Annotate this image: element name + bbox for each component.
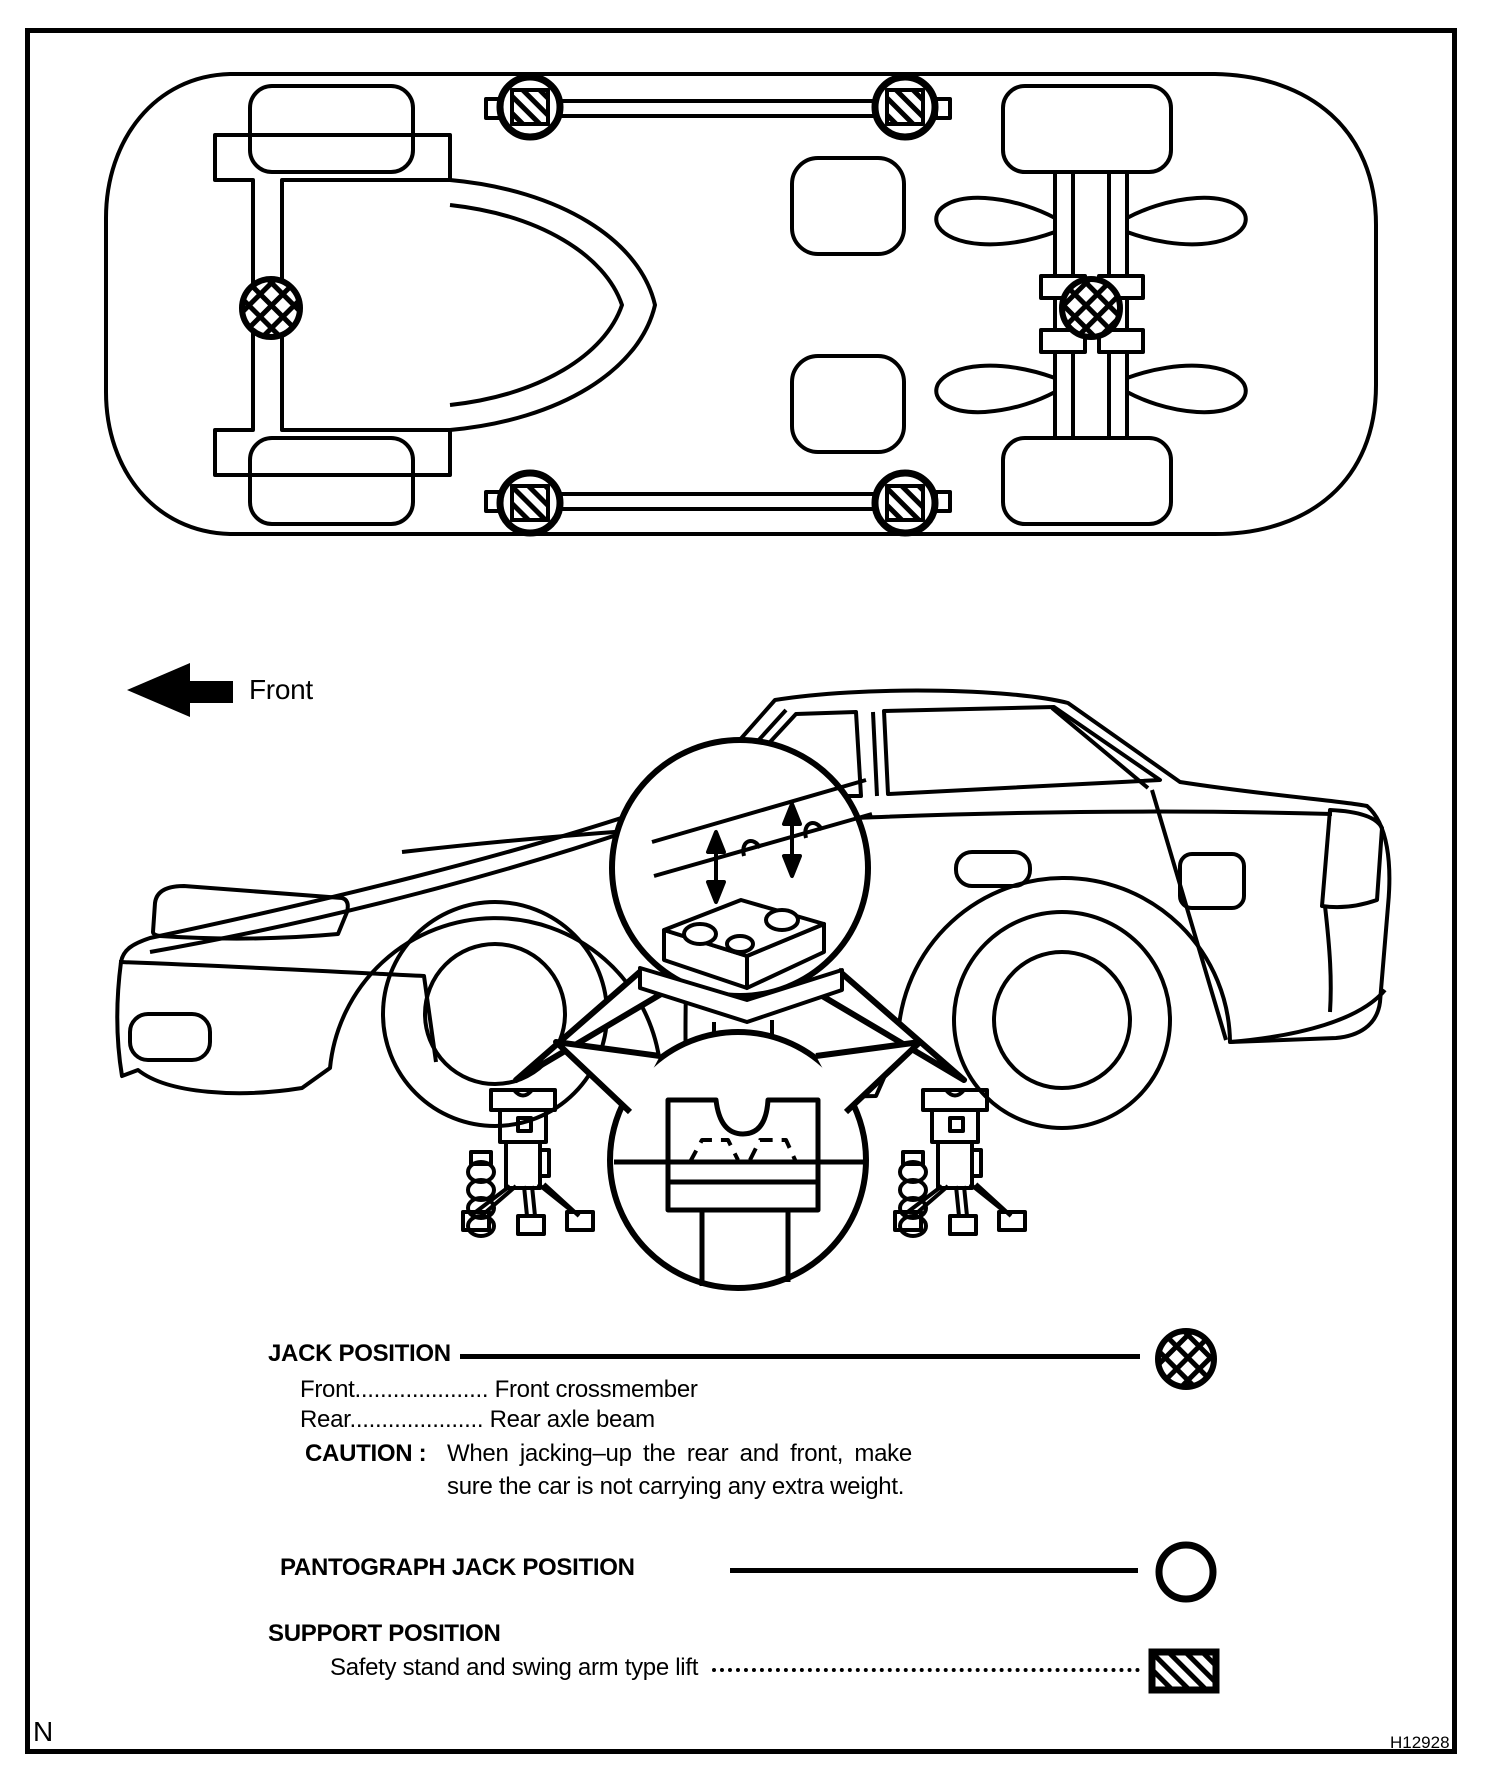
b-pillar-line [873, 712, 877, 796]
front-direction-label: Front [249, 674, 313, 705]
support-position-marker-rear-right [875, 473, 935, 533]
tail-light [1322, 810, 1382, 907]
rear-window [884, 707, 1160, 794]
jack-position-front-line: Front..................... Front crossmember [300, 1376, 698, 1403]
front-tire [383, 902, 607, 1126]
caution-label: CAUTION : [305, 1440, 427, 1467]
wheel-rear-left [1003, 86, 1171, 172]
front-arrow-icon [127, 663, 233, 717]
support-position-detail-line: Safety stand and swing arm type lift [330, 1654, 699, 1681]
fog-lamp [130, 1014, 210, 1060]
pantograph-jack-title: PANTOGRAPH JACK POSITION [280, 1554, 635, 1581]
front-crossmember [215, 135, 904, 475]
pantograph-leader-line [730, 1568, 1138, 1573]
page-letter: N [33, 1716, 53, 1747]
caution-line-2: sure the car is not carrying any extra weight. [447, 1473, 905, 1500]
wheel-rear-right [1003, 438, 1171, 524]
jack-position-marker-rear [1062, 279, 1120, 337]
chassis-bottom-view [106, 74, 1376, 534]
support-position-marker-front-right [500, 473, 560, 533]
callout-support-section [556, 1032, 920, 1288]
jack-position-marker-front [242, 279, 300, 337]
fuel-door [1180, 854, 1244, 908]
support-position-marker-rear-left [875, 77, 935, 137]
jack-position-legend-icon [1158, 1331, 1214, 1387]
rear-bumper-line [1230, 990, 1385, 1042]
jack-position-title: JACK POSITION [268, 1340, 451, 1367]
pantograph-jack-legend-icon [1159, 1545, 1213, 1599]
wheel-front-left [250, 86, 413, 172]
trunk-gap-line [1325, 906, 1331, 1012]
jack-position-leader-line [460, 1354, 1140, 1359]
rear-rim [994, 952, 1130, 1088]
door-handle [956, 852, 1030, 886]
rear-door-gap [1152, 790, 1226, 1040]
callout-jack-adapter [516, 740, 964, 1080]
support-position-marker-front-left [500, 77, 560, 137]
support-position-title: SUPPORT POSITION [268, 1620, 501, 1647]
support-dotted-leader [712, 1668, 1140, 1672]
caution-line-1: When jacking–up the rear and front, make [447, 1440, 912, 1467]
wheel-front-right [250, 438, 413, 524]
jack-position-rear-line: Rear..................... Rear axle beam [300, 1406, 655, 1433]
figure-code: H12928 [1390, 1733, 1450, 1752]
support-position-legend-icon [1152, 1652, 1216, 1690]
safety-stand-front [463, 1090, 593, 1236]
